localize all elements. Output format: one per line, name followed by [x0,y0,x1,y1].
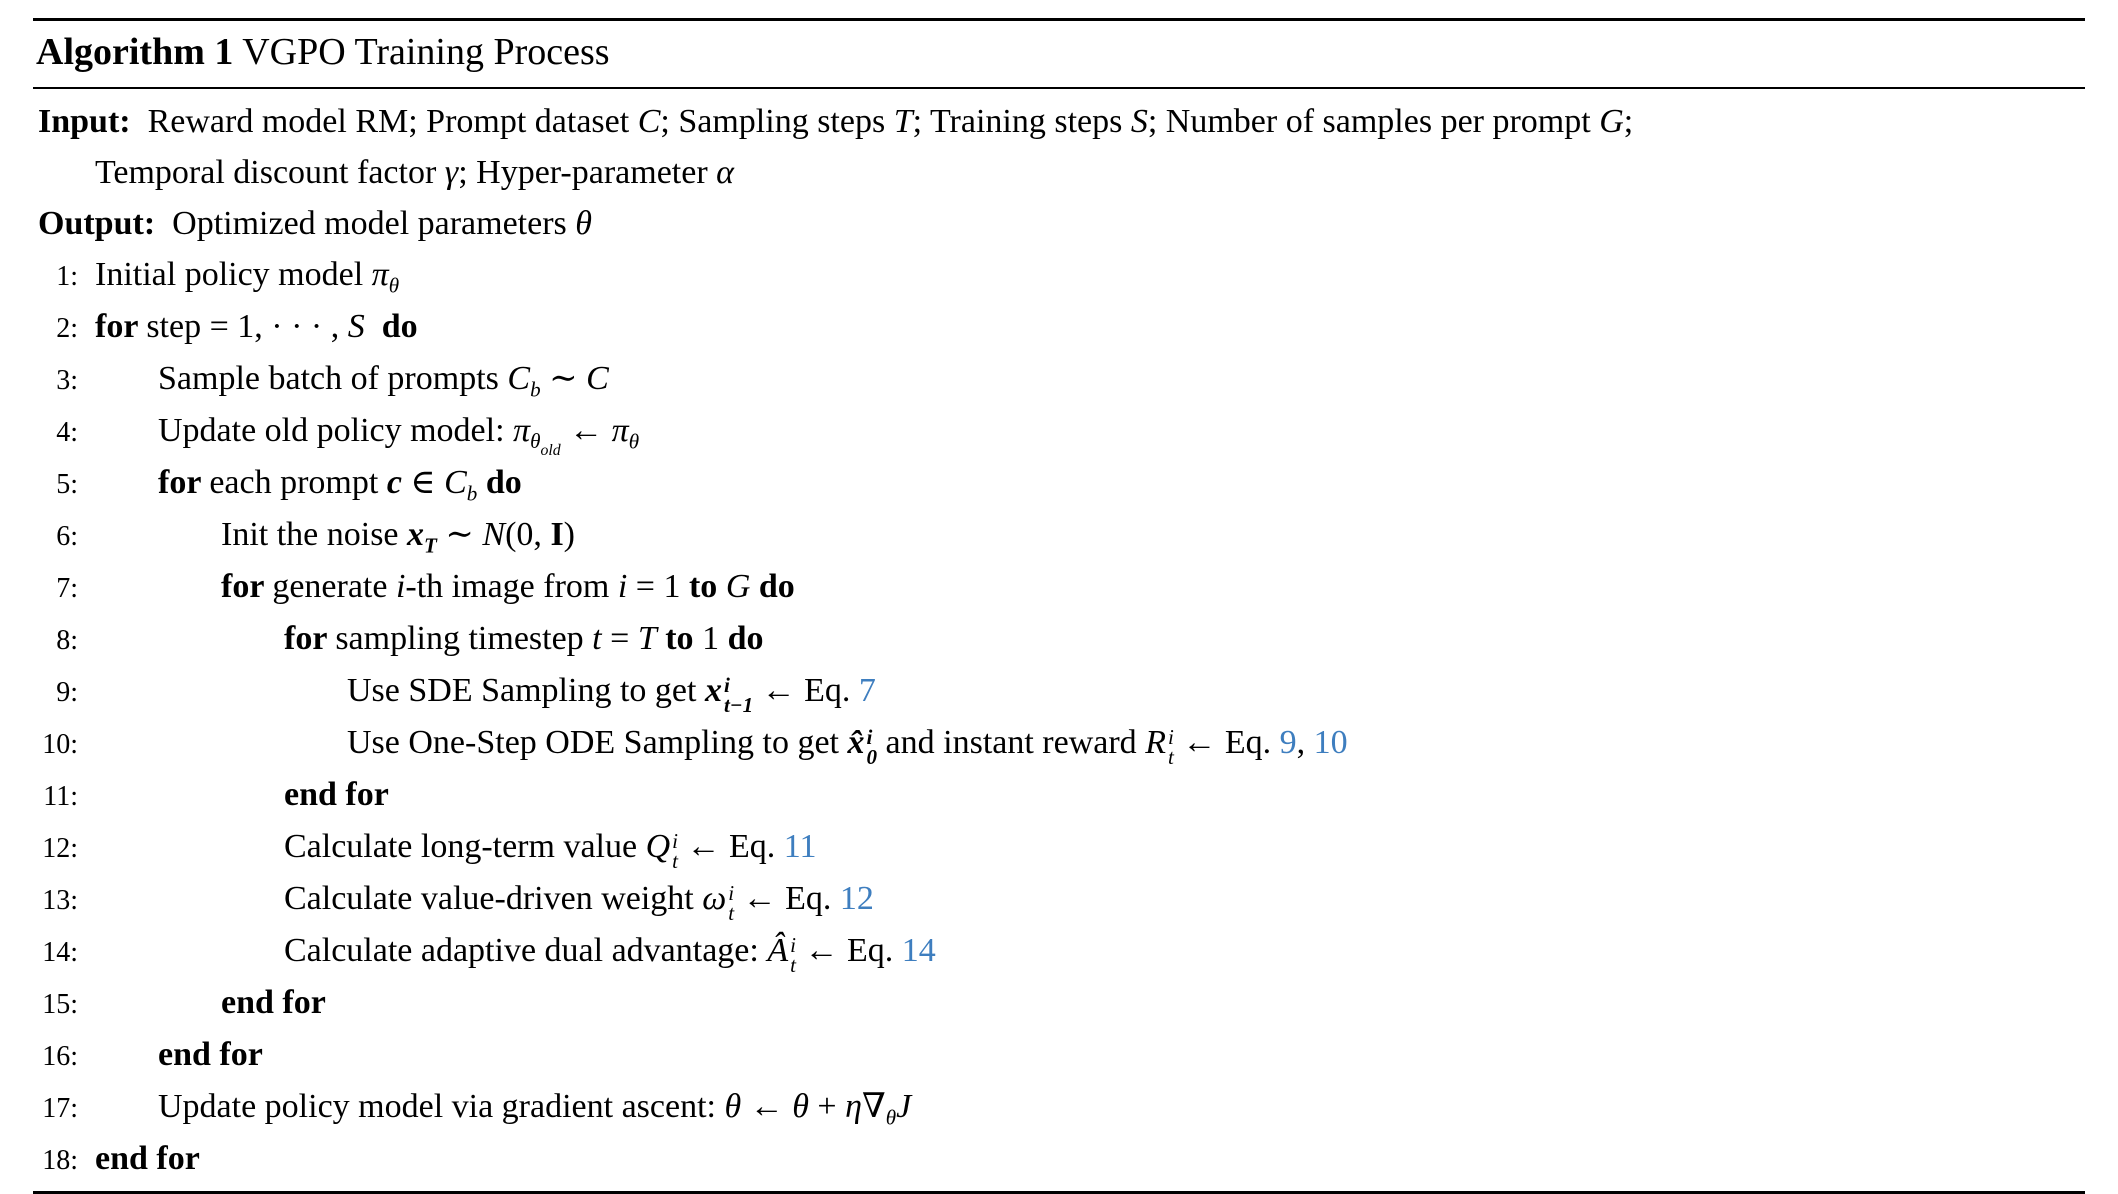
line-text [78,978,326,1028]
text-run: Q i t [645,827,679,874]
subscript [424,533,437,557]
text-run: T [637,619,657,657]
line-number: 5: [56,468,78,500]
eq-ref-link[interactable]: 11 [783,827,817,865]
text-run: to [665,619,694,657]
text-run: θ [792,1087,809,1125]
text-run: Update old policy model: [158,411,514,449]
text-run: θ [628,428,640,453]
line-text [78,302,418,352]
text-run: t [1167,745,1174,770]
line-number: 17: [42,1092,78,1124]
text-run: (0, [505,515,551,553]
text-run: ω i t [702,879,735,926]
text-run: end for [221,983,326,1021]
line-number: 15: [42,988,78,1020]
text-run: generate [272,567,396,605]
text-run: ← Eq. [753,671,859,709]
text-run: i [866,725,873,750]
text-run: Sample batch of prompts [158,359,508,397]
line-text [78,718,1348,768]
text-run: i [723,673,730,698]
algo-line-14 [33,926,2085,978]
algo-line-4 [33,406,2085,458]
eq-ref-link[interactable]: 7 [858,671,876,709]
text-run: ← Eq. [678,827,784,865]
line-number: 11: [43,780,78,812]
subscript [629,429,639,453]
input-continuation-line [33,147,2085,198]
line-text [78,562,795,612]
text-run: Temporal discount factor [95,153,445,191]
line-text [78,822,817,872]
math-symbol: N [482,515,506,553]
text-run: for [221,567,273,605]
math-symbol: J [896,1087,912,1125]
text-run [657,620,666,657]
text-run: , [1296,723,1314,761]
text-run: ∼ [540,359,587,397]
subscript [530,428,561,460]
text-run: S [347,307,365,345]
text-run: end for [284,775,389,813]
algo-line-18 [33,1134,2085,1186]
text-run: α [716,153,735,191]
input-continuation-text [95,154,734,191]
text-run: ; [1623,102,1634,140]
algo-line-16 [33,1030,2085,1082]
text-run: i [395,567,406,605]
eq-ref-link[interactable]: 12 [839,879,874,917]
text-run: R i t [1145,723,1174,770]
text-run: G [1599,102,1624,140]
text-run: ← Eq. [734,879,840,917]
algorithm-header [33,89,2085,249]
line-text [78,770,389,820]
text-run: t [592,619,602,657]
text-run: b [466,480,478,505]
input-line [33,96,2085,147]
text-run: i [790,933,796,958]
subscript [467,481,478,505]
text-run: $\nabla_\theta$ [861,1087,897,1129]
line-number: 10: [42,728,78,760]
text-run: i [617,567,628,605]
text-run: do [381,307,418,345]
line-text [78,1134,200,1184]
text-run: γ [444,153,459,191]
text-run: $\pi_\theta$ [371,255,400,297]
text-run: i [728,881,735,906]
text-run: b [530,376,541,401]
output-line [33,198,2085,249]
text-run: each prompt [209,463,387,501]
supsub-stack [866,725,878,770]
text-run: = 1 [627,567,689,605]
algo-line-8 [33,614,2085,666]
text-run: I [550,515,564,553]
text-run: Update policy model via gradient ascent: [158,1087,725,1125]
text-run: -th image from [405,567,618,605]
text-run: η [845,1087,862,1125]
text-run: θ [575,204,592,242]
line-text [78,406,640,460]
text-run: 1 [693,619,728,657]
text-run: step = 1, · · · , [146,307,348,345]
text-run: $C_b$ [444,463,478,505]
line-text [78,874,874,924]
text-run: for [284,619,336,657]
text-run: t [672,849,679,874]
text-run: Calculate adaptive dual advantage: [284,931,768,969]
text-run: ← Eq. [1173,723,1280,761]
text-run: G [725,567,751,605]
text-run: T [893,102,913,140]
text-run: sampling timestep [335,619,593,657]
text-run: ; Hyper-parameter [458,153,717,191]
line-number: 13: [42,884,78,916]
line-number: 4: [56,416,78,448]
text-run: $x_T$ [407,515,437,557]
line-number: 9: [56,676,78,708]
output-label: Output: [38,204,164,242]
line-text [78,458,522,508]
subscript [540,442,560,459]
line-text [78,926,936,976]
line-text [78,510,575,560]
line-number: 1: [56,260,78,292]
eq-ref-link[interactable]: 9 [1279,723,1297,761]
text-run: θ [885,1104,897,1129]
algo-line-9 [33,666,2085,718]
text-run: Calculate long-term value [284,827,646,865]
text-run: t [723,693,730,718]
algo-line-2 [33,302,2085,354]
line-text [78,1082,911,1132]
algorithm-body [33,249,2085,1186]
output-text [164,205,592,242]
subscript [886,1105,896,1129]
text-run: T [424,532,437,557]
algo-line-3 [33,354,2085,406]
text-run: do [758,567,795,605]
text-run: t [790,953,796,978]
text-run: Reward model RM; Prompt dataset [139,102,638,140]
text-run: end for [158,1035,263,1073]
algorithm-title-label: Algorithm 1 [36,31,234,73]
line-number: 14: [42,936,78,968]
text-run: t [728,901,735,926]
input-label: Input: [38,102,140,140]
line-number: 8: [56,624,78,656]
text-run [750,568,759,605]
subscript [389,273,399,297]
algorithm-float [33,18,2085,1194]
math-symbol: C [637,102,661,140]
text-run: ← Eq. [795,931,902,969]
text-run: ; Training steps [912,102,1131,140]
line-text [78,1030,263,1080]
math-symbol: C [586,359,609,397]
line-text [78,354,609,404]
text-run: Initial policy model [95,255,372,293]
algo-line-10 [33,718,2085,770]
text-run: end for [95,1139,200,1177]
line-number: 12: [42,832,78,864]
subscript [530,377,541,401]
text-run [477,464,486,501]
algo-line-1 [33,250,2085,302]
text-run: θ [724,1087,742,1125]
algorithm-title-text: VGPO Training Process [233,31,610,73]
input-text [139,103,1633,140]
text-run: and instant reward [877,723,1146,761]
text-run: $\pi_\theta$ [611,411,640,453]
text-run: i [1167,725,1174,750]
algo-line-7 [33,562,2085,614]
text-run: do [727,619,764,657]
text-run: i [672,829,679,854]
text-run: ; Number of samples per prompt [1147,102,1600,140]
text-run: ; Sampling steps [660,102,894,140]
text-run: −1 [729,693,754,718]
text-run: ) [563,515,575,553]
eq-ref-link[interactable]: 14 [901,931,936,969]
line-number: 7: [56,572,78,604]
text-run: Â i t [767,931,796,978]
algorithm-title [33,21,2085,89]
text-run: Calculate value-driven weight [284,879,703,917]
text-run: $\pi_{\theta_{old}}$ [513,411,561,460]
text-run: θ [388,272,400,297]
text-run: do [485,463,522,501]
line-number: 2: [56,312,78,344]
text-run: = [601,619,638,657]
text-run: Init the noise [221,515,408,553]
line-number: 16: [42,1040,78,1072]
text-run: ∈ [401,463,445,501]
text-run: old [540,442,561,460]
algo-line-13 [33,874,2085,926]
text-run: 0 [866,745,878,770]
algo-line-6 [33,510,2085,562]
text-run [365,308,382,345]
line-text [78,250,399,300]
line-number: 3: [56,364,78,396]
text-run: for [158,463,210,501]
eq-ref-link[interactable]: 10 [1313,723,1348,761]
text-run: θold [530,428,561,460]
text-run: Use SDE Sampling to get [347,671,705,709]
text-run: x i t−1 [704,671,754,718]
text-run: Optimized model parameters [163,204,576,242]
line-text [78,666,876,716]
text-run: $C_b$ [507,359,541,401]
text-run: to [688,567,718,605]
text-run: for [95,307,147,345]
line-number: 6: [56,520,78,552]
text-run: S [1130,102,1148,140]
text-run: c [386,463,402,501]
algo-line-15 [33,978,2085,1030]
text-run [717,568,726,605]
algo-line-17 [33,1082,2085,1134]
text-run: x̂ i 0 [847,723,878,770]
text-run: ← [741,1087,793,1125]
algo-line-12 [33,822,2085,874]
text-run: ← [560,411,612,449]
line-number: 18: [42,1144,78,1176]
text-run: Use One-Step ODE Sampling to get [347,723,848,761]
algo-line-5 [33,458,2085,510]
line-text [78,614,763,664]
algo-line-11 [33,770,2085,822]
text-run: + [808,1087,846,1125]
text-run: ∼ [436,515,483,553]
